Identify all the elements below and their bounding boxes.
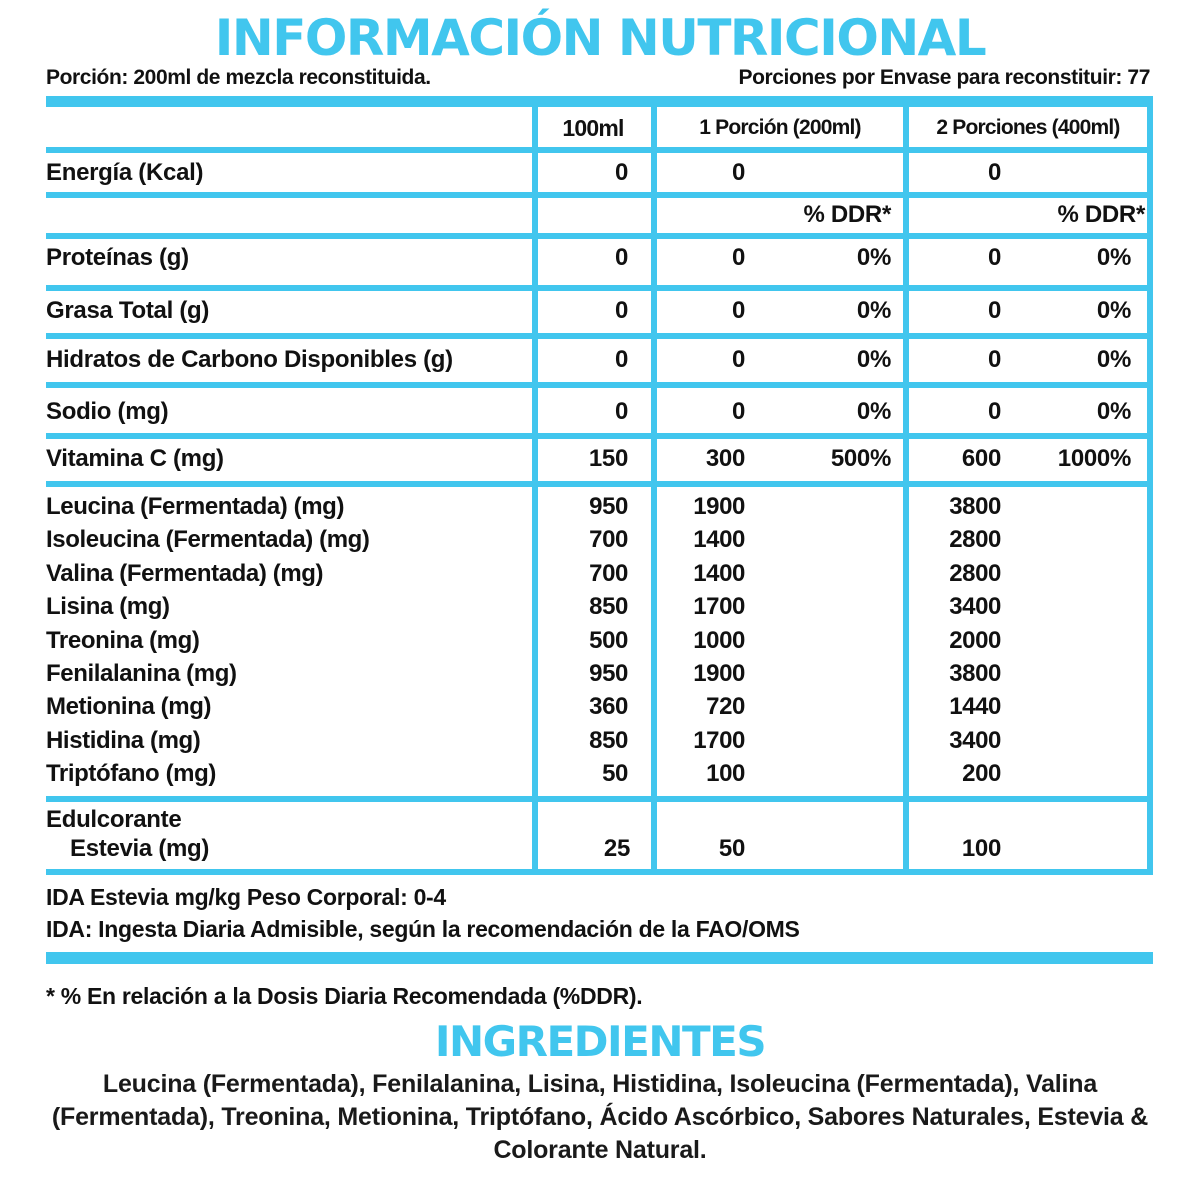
nutrient-label: Hidratos de Carbono Disponibles (g) — [46, 346, 453, 373]
value-200ml: 1400 — [693, 559, 745, 587]
value-200ml: 1700 — [693, 726, 745, 754]
value-400ml: 0 — [987, 159, 1001, 186]
value-200ml: 0 — [731, 244, 745, 271]
value-400ml: 3400 — [949, 593, 1001, 621]
value-200ml: 50 — [718, 835, 745, 862]
table-row — [46, 657, 1146, 690]
row-divider — [46, 796, 1153, 802]
nutrient-label: Proteínas (g) — [46, 244, 189, 271]
row-divider — [46, 481, 1153, 487]
page-title: INFORMACIÓN NUTRICIONAL — [214, 9, 986, 67]
value-100ml: 700 — [589, 526, 628, 554]
ddr-200ml: 0% — [856, 244, 891, 271]
nutrient-label: Grasa Total (g) — [46, 297, 210, 324]
value-100ml: 950 — [589, 659, 628, 687]
value-400ml: 0 — [987, 398, 1001, 425]
value-100ml: 150 — [588, 445, 628, 472]
value-400ml: 200 — [962, 760, 1001, 788]
table-row — [46, 724, 1146, 757]
value-400ml: 0 — [987, 297, 1001, 324]
ddr-400ml: 0% — [1096, 346, 1131, 373]
ddr-200ml: 500% — [830, 445, 891, 472]
value-200ml: 0 — [731, 346, 745, 373]
table-right-border — [1147, 96, 1153, 875]
nutrient-label: Isoleucina (Fermentada) (mg) — [46, 526, 370, 554]
value-100ml: 0 — [614, 346, 628, 373]
row-divider — [46, 382, 1153, 388]
table-row — [46, 523, 1146, 556]
value-200ml: 0 — [731, 398, 745, 425]
value-100ml: 850 — [589, 593, 628, 621]
value-200ml: 0 — [731, 159, 745, 186]
table-bottom-border — [46, 869, 1153, 875]
nutrient-label: Estevia (mg) — [70, 835, 210, 862]
ida-value-note: IDA Estevia mg/kg Peso Corporal: 0-4 — [46, 884, 446, 910]
nutrient-label: Fenilalanina (mg) — [46, 659, 237, 687]
value-100ml: 0 — [614, 159, 628, 186]
ddr-header-200ml: % DDR* — [803, 201, 891, 228]
ddr-400ml: 1000% — [1057, 445, 1131, 472]
value-100ml: 850 — [589, 726, 628, 754]
value-400ml: 1440 — [949, 693, 1001, 721]
servings-per-container: Porciones por Envase para reconstituir: 77 — [738, 66, 1150, 89]
value-400ml: 3400 — [949, 726, 1001, 754]
value-200ml: 0 — [731, 297, 745, 324]
value-200ml: 300 — [705, 445, 745, 472]
row-divider — [46, 285, 1153, 291]
value-200ml: 1000 — [693, 626, 745, 654]
nutrient-label: Treonina (mg) — [46, 626, 200, 654]
value-400ml: 3800 — [949, 493, 1001, 520]
separator-bar — [46, 952, 1153, 964]
ddr-footnote: * % En relación a la Dosis Diaria Recomendada (%DDR). — [46, 983, 643, 1009]
value-100ml: 700 — [589, 559, 628, 587]
table-row — [46, 490, 1146, 523]
value-200ml: 1700 — [693, 593, 745, 621]
table-row — [46, 757, 1146, 790]
nutrient-label: Lisina (mg) — [46, 593, 170, 621]
value-100ml: 0 — [614, 244, 628, 271]
column-header-2-portions: 2 Porciones (400ml) — [936, 116, 1120, 139]
table-row — [46, 690, 1146, 723]
value-400ml: 600 — [961, 445, 1001, 472]
value-200ml: 720 — [706, 693, 745, 721]
ingredients-text: Leucina (Fermentada), Fenilalanina, Lisina, Histidina, Isoleucina (Fermentada), Valina (Fermentada), Treonina, Metionina, Triptófano, Ácido Ascórbico, Sabores Naturales, Estevia & Colorante Natural. — [51, 1070, 1149, 1164]
ddr-400ml: 0% — [1096, 297, 1131, 324]
value-400ml: 0 — [987, 244, 1001, 271]
value-100ml: 0 — [614, 398, 628, 425]
value-100ml: 0 — [614, 297, 628, 324]
column-header-100ml: 100ml — [562, 115, 624, 141]
nutrient-label: Leucina (Fermentada) (mg) — [46, 493, 345, 520]
value-100ml: 360 — [589, 693, 628, 721]
nutrient-label: Valina (Fermentada) (mg) — [46, 559, 324, 587]
ddr-400ml: 0% — [1096, 398, 1131, 425]
nutrient-label: Metionina (mg) — [46, 693, 212, 721]
row-divider — [46, 233, 1153, 239]
row-divider — [46, 192, 1153, 198]
value-400ml: 0 — [987, 346, 1001, 373]
nutrient-label: Vitamina C (mg) — [46, 445, 224, 472]
ddr-header-400ml: % DDR* — [1057, 201, 1145, 228]
value-100ml: 50 — [602, 760, 628, 788]
ddr-200ml: 0% — [856, 297, 891, 324]
serving-size: Porción: 200ml de mezcla reconstituida. — [46, 66, 431, 89]
amino-acid-list — [46, 490, 1146, 791]
nutrient-label: Histidina (mg) — [46, 726, 201, 754]
value-400ml: 2800 — [949, 526, 1001, 554]
ddr-200ml: 0% — [856, 398, 891, 425]
ddr-400ml: 0% — [1096, 244, 1131, 271]
table-row — [46, 590, 1146, 623]
nutrient-label: Energía (Kcal) — [46, 159, 204, 186]
table-row — [46, 624, 1146, 657]
value-200ml: 100 — [706, 760, 745, 788]
nutrient-label: Sodio (mg) — [46, 398, 169, 425]
value-400ml: 2000 — [949, 626, 1001, 654]
table-row — [46, 557, 1146, 590]
value-100ml: 500 — [589, 626, 628, 654]
value-100ml: 25 — [603, 835, 630, 862]
nutrient-label: Triptófano (mg) — [46, 760, 216, 788]
value-400ml: 3800 — [949, 659, 1001, 687]
ddr-200ml: 0% — [856, 346, 891, 373]
value-200ml: 1400 — [693, 526, 745, 554]
value-200ml: 1900 — [693, 493, 745, 520]
value-200ml: 1900 — [693, 659, 745, 687]
value-400ml: 100 — [961, 835, 1001, 862]
row-divider — [46, 333, 1153, 339]
sweetener-group-label: Edulcorante — [46, 806, 182, 833]
ida-definition-note: IDA: Ingesta Diaria Admisible, según la recomendación de la FAO/OMS — [46, 916, 800, 942]
value-400ml: 2800 — [949, 559, 1001, 587]
value-100ml: 950 — [589, 493, 628, 520]
row-divider — [46, 433, 1153, 439]
column-header-1-portion: 1 Porción (200ml) — [699, 116, 861, 139]
row-divider — [46, 147, 1153, 153]
table-top-border — [46, 96, 1153, 107]
ingredients-title: INGREDIENTES — [434, 1017, 766, 1066]
